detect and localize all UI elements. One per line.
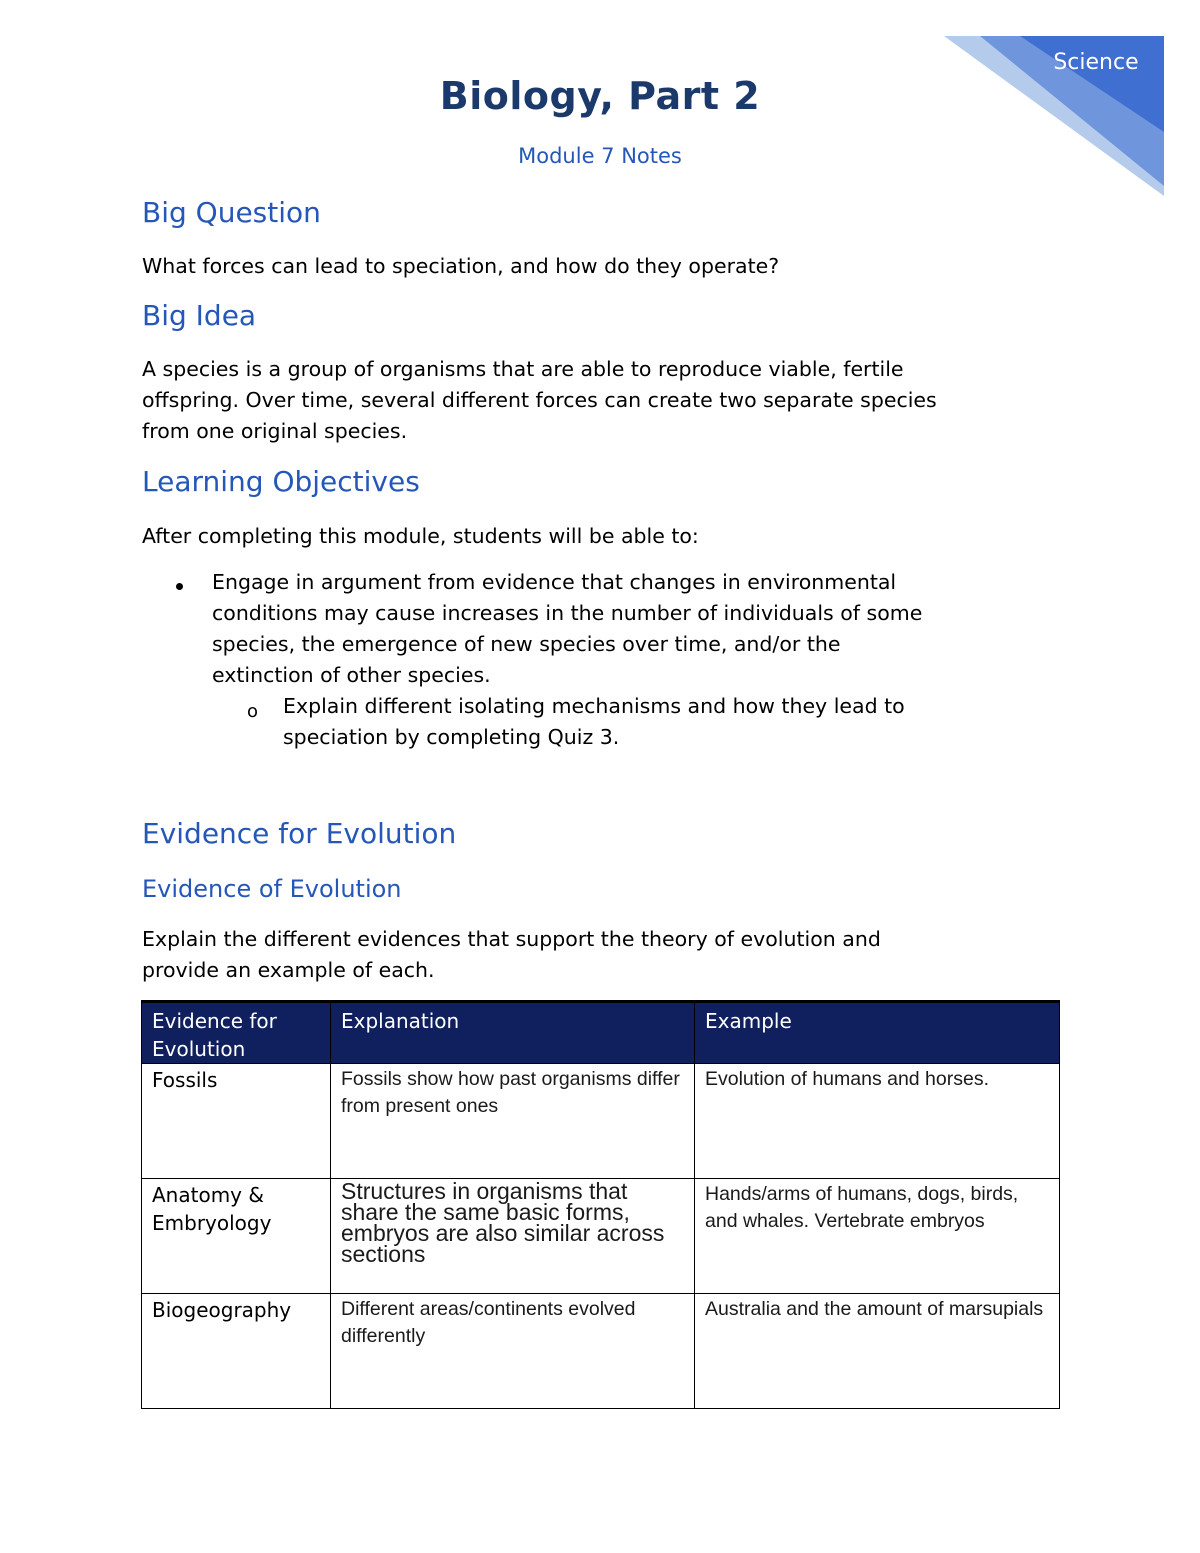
big-idea-heading: Big Idea <box>142 299 257 332</box>
objective-sub-bullet <box>283 691 1053 753</box>
big-question-text: What forces can lead to speciation, and how do they operate? <box>142 254 780 278</box>
evidence-prompt-line: provide an example of each. <box>142 958 435 982</box>
explanation-cell[interactable]: Different areas/continents evolved differently <box>331 1294 695 1409</box>
column-header-evidence: Evidence for Evolution <box>142 1002 331 1064</box>
evidence-cell: Biogeography <box>142 1294 331 1409</box>
bullet-dot-icon <box>176 583 183 590</box>
evidence-for-evolution-heading: Evidence for Evolution <box>142 817 457 850</box>
example-cell[interactable]: Australia and the amount of marsupials <box>695 1294 1060 1409</box>
learning-objectives-heading: Learning Objectives <box>142 465 420 498</box>
page-subtitle: Module 7 Notes <box>518 144 682 168</box>
table-row <box>142 1064 1060 1179</box>
example-cell[interactable]: Evolution of humans and horses. <box>695 1064 1060 1179</box>
example-cell[interactable]: Hands/arms of humans, dogs, birds, and whales. Vertebrate embryos <box>695 1179 1060 1294</box>
evidence-prompt-line: Explain the different evidences that support the theory of evolution and <box>142 927 881 951</box>
sub-bullet-line: speciation by completing Quiz 3. <box>283 725 620 749</box>
big-idea-line: from one original species. <box>142 419 408 443</box>
objectives-intro: After completing this module, students will be able to: <box>142 524 699 548</box>
science-badge-label: Science <box>1053 50 1139 75</box>
big-question-heading: Big Question <box>142 196 321 229</box>
evidence-prompt <box>142 924 1072 986</box>
evidence-of-evolution-subheading: Evidence of Evolution <box>142 875 402 903</box>
sub-bullet-marker: o <box>247 701 259 722</box>
objective-bullet-line: conditions may cause increases in the number of individuals of some <box>212 601 923 625</box>
objective-bullet <box>212 567 1052 691</box>
objective-bullet-line: extinction of other species. <box>212 663 491 687</box>
big-idea-line: offspring. Over time, several different forces can create two separate species <box>142 388 937 412</box>
explanation-cell[interactable]: Fossils show how past organisms differ from present ones <box>331 1064 695 1179</box>
table-row <box>142 1294 1060 1409</box>
big-idea-line: A species is a group of organisms that are able to reproduce viable, fertile <box>142 357 904 381</box>
objective-bullet-line: species, the emergence of new species over time, and/or the <box>212 632 841 656</box>
explanation-cell[interactable]: Structures in organisms that share the same basic forms, embryos are also similar across sections <box>331 1179 695 1294</box>
objective-bullet-line: Engage in argument from evidence that changes in environmental <box>212 570 897 594</box>
sub-bullet-line: Explain different isolating mechanisms and how they lead to <box>283 694 905 718</box>
table-header-row <box>142 1002 1060 1064</box>
evidence-cell: Fossils <box>142 1064 331 1179</box>
page-title: Biology, Part 2 <box>439 74 761 118</box>
big-idea-text <box>142 354 1072 447</box>
evidence-cell: Anatomy & Embryology <box>142 1179 331 1294</box>
table-row <box>142 1179 1060 1294</box>
evidence-table <box>141 1000 1060 1409</box>
column-header-example: Example <box>695 1002 1060 1064</box>
column-header-explanation: Explanation <box>331 1002 695 1064</box>
